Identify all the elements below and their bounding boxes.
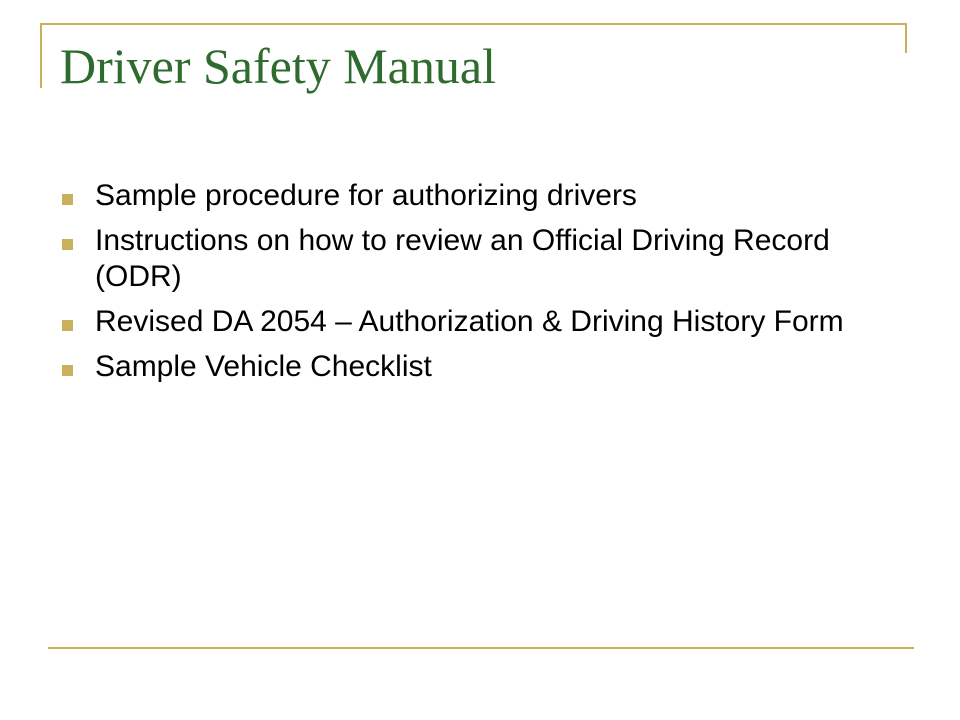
bullet-item	[60, 223, 860, 295]
top-divider-line	[40, 23, 906, 25]
bullet-text: Sample procedure for authorizing drivers	[95, 179, 637, 212]
bullet-text: Sample Vehicle Checklist	[95, 350, 432, 383]
slide-title: Driver Safety Manual	[60, 38, 496, 94]
square-bullet-icon	[62, 365, 73, 376]
top-right-corner-line	[905, 23, 907, 53]
square-bullet-icon	[62, 239, 73, 250]
bullet-item	[60, 349, 860, 385]
bullet-item	[60, 304, 860, 340]
square-bullet-icon	[62, 320, 73, 331]
bullet-text: Instructions on how to review an Official Driving Record (ODR)	[95, 224, 830, 293]
bullet-item	[60, 178, 860, 214]
bottom-divider-line	[48, 647, 914, 649]
top-left-corner-line	[40, 23, 42, 88]
bullet-text: Revised DA 2054 – Authorization & Driving History Form	[95, 305, 844, 338]
bullet-list	[60, 178, 860, 394]
square-bullet-icon	[62, 194, 73, 205]
